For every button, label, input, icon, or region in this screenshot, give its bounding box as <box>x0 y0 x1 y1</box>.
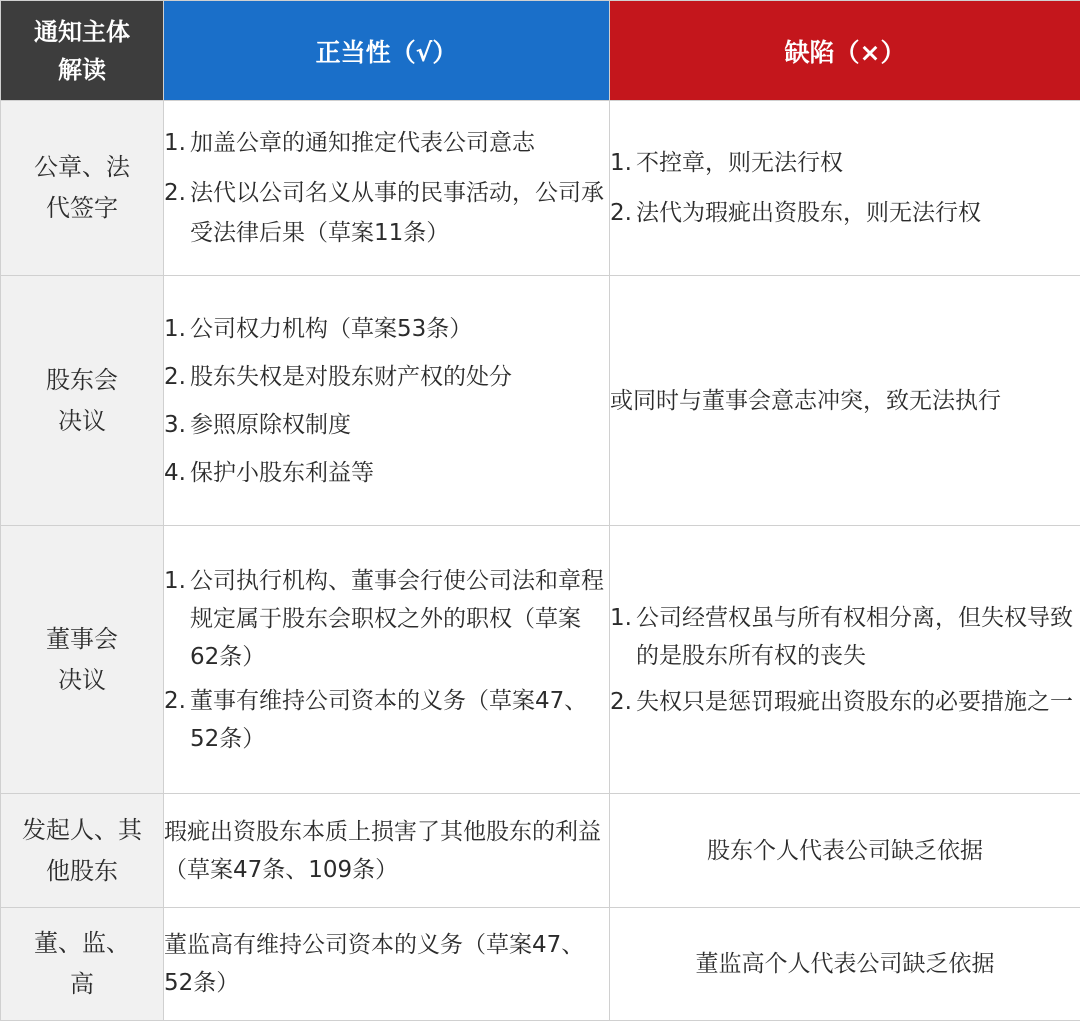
item-number: 4. <box>164 453 190 493</box>
item-text: 不控章，则无法行权 <box>636 143 1080 183</box>
header-row <box>1 1 1080 101</box>
subject-cell <box>1 101 164 276</box>
legitimacy-cell <box>164 526 610 794</box>
item-text: 参照原除权制度 <box>190 405 609 445</box>
legitimacy-text: 董监高有维持公司资本的义务（草案47、52条） <box>164 926 609 1002</box>
subject-label: 公章、法代签字 <box>27 147 137 229</box>
table-row <box>1 101 1080 276</box>
subject-cell <box>1 908 164 1021</box>
item-number: 2. <box>610 193 636 233</box>
subject-label: 董事会决议 <box>37 619 127 701</box>
list-item <box>610 599 1080 675</box>
item-text: 董事有维持公司资本的义务（草案47、52条） <box>190 682 609 758</box>
legitimacy-list <box>164 123 609 253</box>
subject-label: 发起人、其他股东 <box>22 810 142 892</box>
defect-list <box>610 143 1080 233</box>
header-subject <box>1 1 164 101</box>
list-item <box>164 173 609 253</box>
item-number: 2. <box>164 173 190 253</box>
item-number: 2. <box>164 682 190 758</box>
list-item <box>164 357 609 397</box>
item-number: 1. <box>164 562 190 676</box>
item-text: 公司执行机构、董事会行使公司法和章程规定属于股东会职权之外的职权（草案62条） <box>190 562 609 676</box>
table-row <box>1 526 1080 794</box>
defect-list <box>610 599 1080 721</box>
defect-cell <box>610 101 1080 276</box>
list-item <box>164 309 609 349</box>
defect-text: 或同时与董事会意志冲突，致无法执行 <box>610 382 1080 420</box>
item-number: 1. <box>164 309 190 349</box>
header-legitimacy: 正当性（√） <box>164 1 610 101</box>
list-item <box>610 143 1080 183</box>
subject-cell <box>1 794 164 908</box>
legitimacy-text: 瑕疵出资股东本质上损害了其他股东的利益（草案47条、109条） <box>164 813 609 889</box>
header-defect: 缺陷（×） <box>610 1 1080 101</box>
legitimacy-list <box>164 309 609 493</box>
item-text: 失权只是惩罚瑕疵出资股东的必要措施之一 <box>636 683 1080 721</box>
item-text: 加盖公章的通知推定代表公司意志 <box>190 123 609 163</box>
subject-cell <box>1 276 164 526</box>
legitimacy-list <box>164 562 609 758</box>
list-item <box>610 193 1080 233</box>
defect-cell <box>610 276 1080 526</box>
item-number: 1. <box>610 599 636 675</box>
legitimacy-cell <box>164 908 610 1021</box>
subject-label: 董、监、高 <box>27 923 137 1005</box>
item-text: 法代为瑕疵出资股东，则无法行权 <box>636 193 1080 233</box>
defect-cell <box>610 908 1080 1021</box>
table-row <box>1 794 1080 908</box>
defect-cell <box>610 526 1080 794</box>
item-number: 2. <box>164 357 190 397</box>
legitimacy-cell <box>164 276 610 526</box>
list-item <box>164 562 609 676</box>
item-number: 3. <box>164 405 190 445</box>
list-item <box>610 683 1080 721</box>
table-row <box>1 276 1080 526</box>
subject-label: 股东会决议 <box>37 360 127 442</box>
defect-text: 股东个人代表公司缺乏依据 <box>610 832 1080 870</box>
legitimacy-cell <box>164 794 610 908</box>
item-number: 1. <box>164 123 190 163</box>
item-text: 股东失权是对股东财产权的处分 <box>190 357 609 397</box>
defect-cell <box>610 794 1080 908</box>
item-text: 公司权力机构（草案53条） <box>190 309 609 349</box>
list-item <box>164 682 609 758</box>
header-subject-label: 通知主体解读 <box>27 13 137 89</box>
defect-text: 董监高个人代表公司缺乏依据 <box>610 945 1080 983</box>
subject-cell <box>1 526 164 794</box>
item-text: 法代以公司名义从事的民事活动，公司承受法律后果（草案11条） <box>190 173 609 253</box>
item-text: 公司经营权虽与所有权相分离，但失权导致的是股东所有权的丧失 <box>636 599 1080 675</box>
list-item <box>164 405 609 445</box>
list-item <box>164 123 609 163</box>
legitimacy-cell <box>164 101 610 276</box>
table-row <box>1 908 1080 1021</box>
list-item <box>164 453 609 493</box>
item-number: 2. <box>610 683 636 721</box>
item-number: 1. <box>610 143 636 183</box>
item-text: 保护小股东利益等 <box>190 453 609 493</box>
